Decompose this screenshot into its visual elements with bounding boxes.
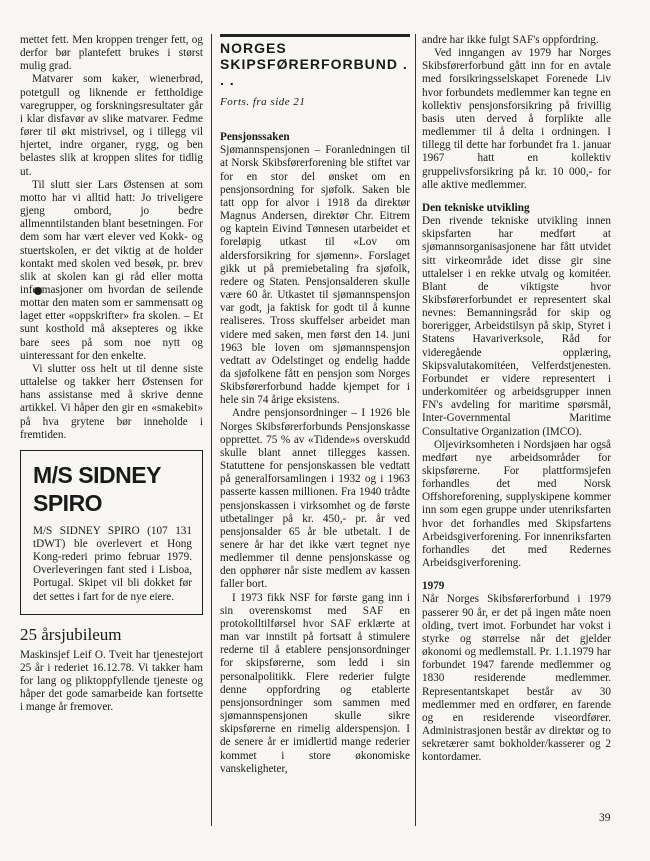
pension-text: [220, 144, 410, 776]
paragraph: Ved inngangen av 1979 har Norges Skibsførerforbund gått inn for en avtale med forsikringsselskapet Forenede Liv hvor forbundets medlemmer kan tegne en kollektiv pensjonsforsikring på frivillig basis uten derved å forplikte alle medlemmer til å delta i ordningen. I tillegg til dette har forbundet fra 1. januar 1967 hatt en kollektiv gruppelivsforsikring på kr. 10 000,- for alle aktive medlemmer.: [422, 47, 611, 191]
paragraph: Vi slutter oss helt ut til denne siste uttalelse og takker herr Østensen for hans assistanse med å skrive denne artikkel. Vi håper den gir en «smakebit» på hva grytene bør inneholde i fremtiden.: [20, 362, 203, 441]
paragraph: andre har ikke fulgt SAF's oppfordring.: [422, 34, 599, 46]
paragraph: Sjømannspensjonen – Foranledningen til at Norsk Skibsførerforening ble stiftet var for en stor del ønsket om en pensjonsordning for sjøfolk. Saken ble tatt opp for alvor i 1918 da direktør Magnus Andersen, direktør Chr. Eitrem og kaptein Eivind Tønnesen utarbeidet et foreløpig utkast til «Lov om aldersforsikring for sjømenn». Forslaget gikk ut på premiebetaling fra sjøfolk, redere og Staten. Pensjonsalderen skulle være 60 år. Utkastet til sjømannspensjon var godt, ja faktisk for godt til å kunne realiseres. Tross skuffelser arbeidet man videre med saken, men først den 14. juni 1963 ble loven om sjømannspensjon vedtatt av Odelstinget og endelig hadde da sjøfolkene fått en pensjon som Norges Skibsførerforbund hadde kjempet for i hele sin 74 årige eksistens.: [220, 144, 410, 407]
year-text: [422, 593, 611, 764]
sidney-spiro-box: [20, 450, 203, 615]
page-number: 39: [599, 812, 611, 824]
box-text: M/S SIDNEY SPIRO (107 131 tDWT) ble overlevert et Hong Kong-rederi primo februar 1979. Overleveringen fant sted i Lisboa, Portugal. Skipet vil bli dokket før det settes i fart for de nye eiere.: [33, 524, 192, 603]
paragraph: mettet fett. Men kroppen trenger fett, og derfor bør plantefett brukes i størst mulig grad.: [20, 34, 203, 73]
paragraph: I 1973 fikk NSF for første gang inn i sin overenskomst med SAF en protokolltilførsel hvor SAF erklærte at man var innstilt på fortsatt å stimulere rederne til å etablere pensjonsordninger for skipsførerne, som ledd i sin personalpolitikk. Flere rederier fulgte denne oppfordring og etablerte pensjonsordninger som sammen med sjømannspensjonen skulle sikre skipsførerne en rimelig alderspensjon. I de senere år er imidlertid mange rederier kommet i store økonomiske vanskeligheter,: [220, 591, 410, 775]
continued-text: [422, 34, 611, 192]
box-title: M/S SIDNEY SPIRO: [33, 461, 161, 516]
article-headline: NORGES SKIPSFØRERFORBUND . . .: [220, 34, 410, 88]
column-3: [422, 34, 611, 764]
technical-text: [422, 215, 611, 570]
paragraph: Når Norges Skibsførerforbund i 1979 passerer 90 år, er det på ingen måte noen olding, tvert imot. Forbundet har vokst i styrke og størrelse når det gjelder økonomi og medlemstall. Pr. 1.1.1979 har forbundet 1947 farende medlemmer og 1830 residerende medlemmer. Representantskapet består av 30 medlemmer med en ordfører, en farende og en residerende viseordfører. Administrasjonen består av direktør og to sekretærer samt bokholder/kasserer og 2 kontordamer.: [422, 593, 611, 764]
jubileum-text: Maskinsjef Leif O. Tveit har tjenestejort 25 år i rederiet 16.12.78. Vi takker ham for lang og pliktoppfyllende tjeneste og håper det gode samarbeide kan fortsette i mange år fremover.: [20, 648, 203, 714]
column-2: [220, 34, 410, 776]
section-heading: Pensjonssaken: [220, 131, 290, 144]
jubileum-heading: 25 årsjubileum: [20, 624, 122, 644]
section-heading: Den tekniske utvikling: [422, 201, 530, 214]
column-rule-1: [211, 34, 212, 826]
continued-note: Forts. fra side 21: [220, 96, 306, 108]
section-heading: 1979: [422, 580, 445, 593]
paragraph: Til slutt sier Lars Østensen at som motto har vi alltid hatt: Jo triveligere gjeng ombord, jo bedre allmenntilstanden blant besetningen. For dem som har vært elever ved Kokk- og stuertskolen, er det viktig at de holder kontakt med skolen ved besøk, pr. brev slik at skolen kan gi råd eller motta informasjoner om hvordan de seilende mottar den maten som er sammensatt og laget etter «oppskrifter» fra skolen. – Et sunt kosthold må aksepteres og ikke bare sees på som noe nytt og uinteressant for den enkelte.: [20, 178, 203, 362]
column-rule-2: [415, 34, 416, 826]
paragraph: Oljevirksomheten i Nordsjøen har også medført nye arbeidsområder for skipsførerne. For plattformsjefen forhandles det med Norsk Offshoreforening, supplyskipene kommer inn som egen gruppe under utenriksfarten hvor det forhandles med Skipsfartens Arbeidsgiverforening. For innenriksfarten forhandles det med Redernes Arbeidsgiverforening.: [422, 438, 611, 570]
column-1: [20, 34, 203, 715]
paragraph: Matvarer som kaker, wienerbrød, potetgull og liknende er fettholdige varegrupper, og forskningsresultater går i klar disfavør av slike matvarer. Fedme fører til økt mistrivsel, og i tillegg vil hjertet, indre organer, rygg, og ben belastes slik at kroppen slites for tidlig ut.: [20, 73, 203, 178]
paragraph: Den rivende tekniske utvikling innen skipsfarten har medført at sjømannsorganisasjonene har fått utvidet sitt virkeområde idet disse gir sine uttalelser i en rekke utvalg og komitéer. Blant de viktigste hvor Skibsførerforbundet er representert skal nevnes: Bemanningsråd for skip og borerigger, Arbeidstilsyn på skip, Styret i Statens Havariverksole, Råd for videregående opplæring, Skipsvalutakomitéen, Velferdstjenesten. Forbundet er videre representert i underkomitéer og arbeidsgrupper innen FN's avdeling for maritime spørsmål, Inter-Governmental Maritime Consultative Organization (IMCO).: [422, 215, 611, 438]
paragraph: Andre pensjonsordninger – I 1926 ble Norges Skibsførerforbunds Pensjonskasse opprettet. 75 % av «Tidende»s overskudd skulle blant annet tillegges kassen. Statuttene for pensjonskassen ble vedtatt på generalforsamlingen i 1932 og i 1963 passerte kassen millionen. Fra 1940 trådte pensjonskassen i virksomhet og de første utbetalinger på kr. 450,- pr. år ved pensjonsalder 65 år ble utbetalt. I de senere år har det ikke vært tegnet nye medlemmer til denne pensjonskasse og den opphører når siste medlem av kassen faller bort.: [220, 407, 410, 591]
article-end-text: [20, 34, 203, 442]
